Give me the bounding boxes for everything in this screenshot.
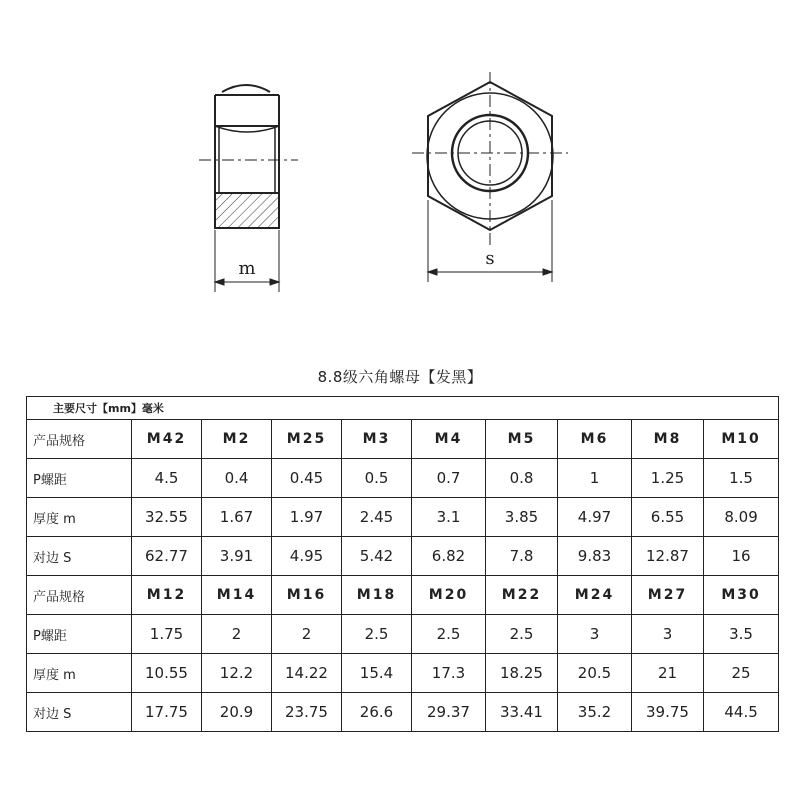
table-cell: M18	[342, 576, 412, 615]
table-cell: M25	[272, 420, 342, 459]
spec-table-body	[27, 397, 779, 732]
thickness-label: m	[238, 258, 256, 279]
table-cell: M22	[486, 576, 558, 615]
table-cell: M42	[132, 420, 202, 459]
row-label: 厚度 m	[27, 654, 132, 693]
pitch-row	[27, 459, 779, 498]
size-row	[27, 420, 779, 459]
across-flats-label: s	[485, 248, 495, 269]
table-cell: 62.77	[132, 537, 202, 576]
row-label: 对边 S	[27, 693, 132, 732]
table-cell: 1.75	[132, 615, 202, 654]
table-cell: 4.5	[132, 459, 202, 498]
table-cell: 0.4	[202, 459, 272, 498]
table-cell: M24	[558, 576, 632, 615]
table-cell: 17.3	[412, 654, 486, 693]
table-cell: 1.67	[202, 498, 272, 537]
table-cell: 2.5	[412, 615, 486, 654]
table-cell: 33.41	[486, 693, 558, 732]
table-cell: 1.5	[704, 459, 779, 498]
row-label: 厚度 m	[27, 498, 132, 537]
spec-table	[26, 396, 779, 732]
row-label: P螺距	[27, 615, 132, 654]
table-cell: 4.95	[272, 537, 342, 576]
table-cell: 2.5	[486, 615, 558, 654]
table-cell: M14	[202, 576, 272, 615]
table-caption: 主要尺寸【mm】毫米	[27, 397, 779, 420]
across-flats-row	[27, 537, 779, 576]
table-cell: M12	[132, 576, 202, 615]
row-label: 产品规格	[27, 576, 132, 615]
table-cell: 10.55	[132, 654, 202, 693]
table-cell: 3.91	[202, 537, 272, 576]
table-cell: 0.8	[486, 459, 558, 498]
table-cell: 1.25	[632, 459, 704, 498]
table-cell: 1	[558, 459, 632, 498]
nut-side-view	[199, 85, 298, 228]
table-cell: 3.5	[704, 615, 779, 654]
table-cell: M8	[632, 420, 704, 459]
table-cell: 20.5	[558, 654, 632, 693]
table-cell: M3	[342, 420, 412, 459]
table-cell: 18.25	[486, 654, 558, 693]
table-cell: 2	[202, 615, 272, 654]
table-cell: 20.9	[202, 693, 272, 732]
table-cell: 3.85	[486, 498, 558, 537]
table-cell: 29.37	[412, 693, 486, 732]
table-cell: M10	[704, 420, 779, 459]
table-cell: 26.6	[342, 693, 412, 732]
row-label: P螺距	[27, 459, 132, 498]
table-cell: M4	[412, 420, 486, 459]
table-cell: 14.22	[272, 654, 342, 693]
table-cell: 3	[632, 615, 704, 654]
table-cell: 5.42	[342, 537, 412, 576]
table-cell: M20	[412, 576, 486, 615]
table-cell: 39.75	[632, 693, 704, 732]
table-cell: 25	[704, 654, 779, 693]
table-cell: 7.8	[486, 537, 558, 576]
pitch-row	[27, 615, 779, 654]
table-cell: 0.5	[342, 459, 412, 498]
table-cell: 3	[558, 615, 632, 654]
page-title: 8.8级六角螺母【发黑】	[317, 368, 483, 386]
table-cell: 12.87	[632, 537, 704, 576]
table-cell: 35.2	[558, 693, 632, 732]
nut-front-view	[412, 72, 568, 246]
table-cell: 6.55	[632, 498, 704, 537]
table-cell: 2	[272, 615, 342, 654]
table-cell: 0.7	[412, 459, 486, 498]
table-cell: 1.97	[272, 498, 342, 537]
table-cell: 17.75	[132, 693, 202, 732]
row-label: 对边 S	[27, 537, 132, 576]
table-cell: M27	[632, 576, 704, 615]
table-cell: 6.82	[412, 537, 486, 576]
thickness-row	[27, 654, 779, 693]
table-cell: 32.55	[132, 498, 202, 537]
table-cell: 2.45	[342, 498, 412, 537]
table-cell: 44.5	[704, 693, 779, 732]
table-cell: 21	[632, 654, 704, 693]
table-cell: 15.4	[342, 654, 412, 693]
table-cell: 0.45	[272, 459, 342, 498]
table-cell: M2	[202, 420, 272, 459]
table-cell: M6	[558, 420, 632, 459]
table-cell: 3.1	[412, 498, 486, 537]
table-cell: 2.5	[342, 615, 412, 654]
table-cell: 4.97	[558, 498, 632, 537]
table-cell: 12.2	[202, 654, 272, 693]
row-label: 产品规格	[27, 420, 132, 459]
size-row	[27, 576, 779, 615]
table-cell: 23.75	[272, 693, 342, 732]
table-cell: 8.09	[704, 498, 779, 537]
across-flats-row	[27, 693, 779, 732]
table-caption-row	[27, 397, 779, 420]
table-cell: 16	[704, 537, 779, 576]
table-cell: M5	[486, 420, 558, 459]
table-cell: M30	[704, 576, 779, 615]
thickness-row	[27, 498, 779, 537]
nut-technical-drawing	[0, 0, 800, 330]
table-cell: 9.83	[558, 537, 632, 576]
table-cell: M16	[272, 576, 342, 615]
